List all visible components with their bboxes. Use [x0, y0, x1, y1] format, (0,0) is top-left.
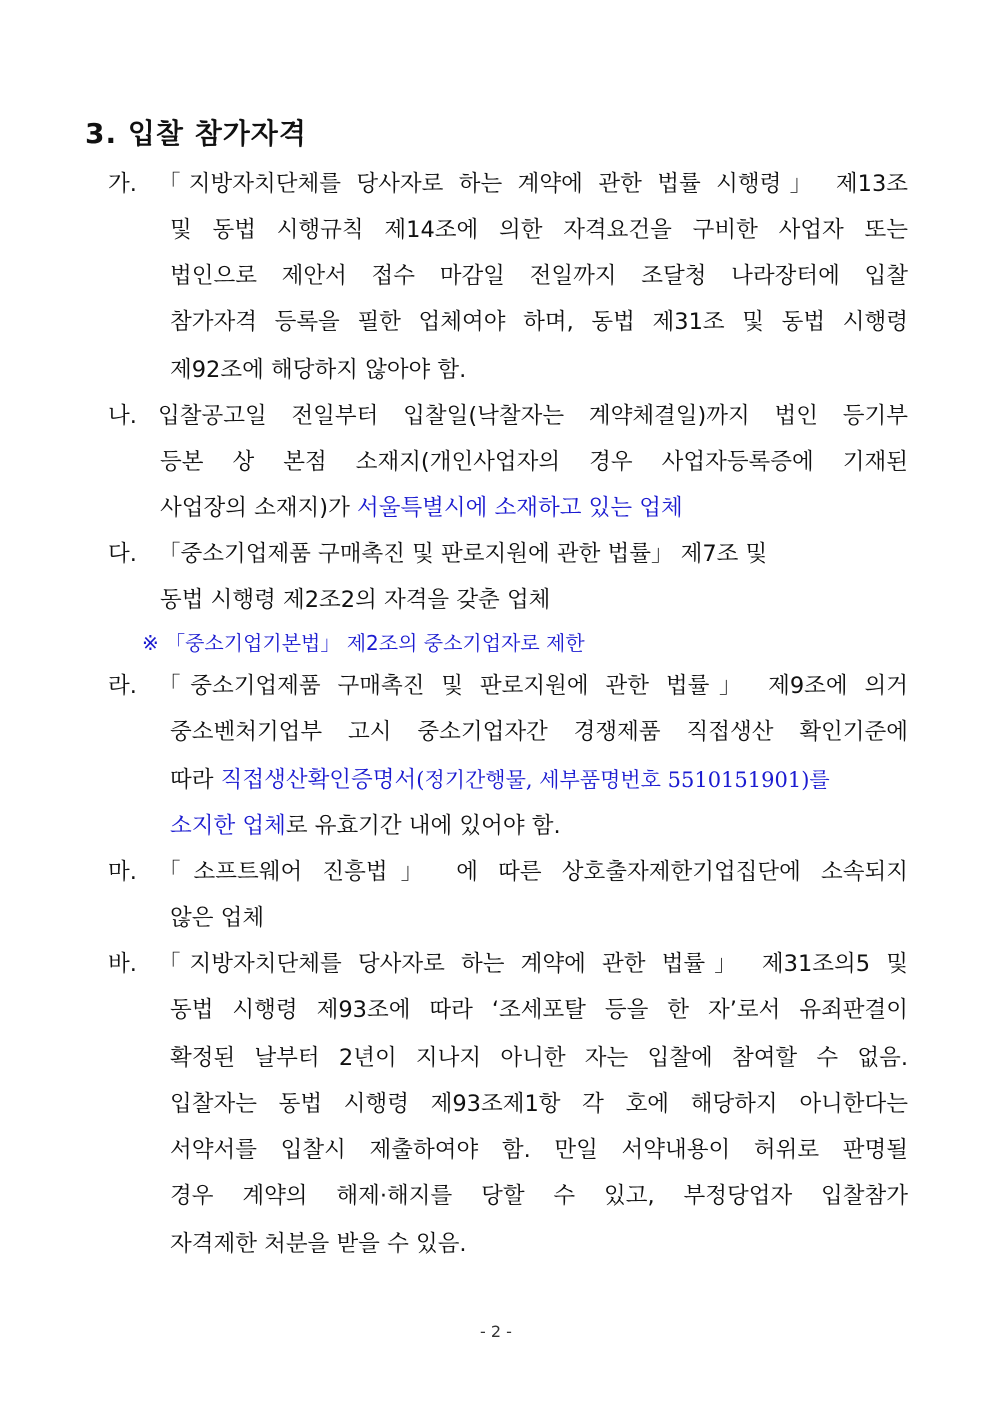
item-marker: 가.: [108, 171, 137, 197]
highlighted-text: 직접생산확인증명서: [220, 767, 417, 793]
item-line: 입찰공고일 전일부터 입찰일(낙찰자는 계약체결일)까지 법인 등기부: [158, 403, 908, 429]
plain-text: 사업장의 소재지)가: [160, 495, 357, 521]
item-line: 「소프트웨어 진흥법」 에 따른 상호출자제한기업집단에 소속되지: [158, 859, 908, 885]
item-line: 서약서를 입찰시 제출하여야 함. 만일 서약내용이 허위로 판명될: [170, 1137, 908, 1163]
item-marker: 나.: [108, 403, 137, 429]
item-line: 등본 상 본점 소재지(개인사업자의 경우 사업자등록증에 기재된: [160, 449, 908, 475]
item-line: 않은 업체: [170, 905, 265, 931]
item-line: 「중소기업제품 구매촉진 및 판로지원에 관한 법률」 제9조에 의거: [158, 673, 908, 699]
item-line: [160, 490, 908, 526]
item-line: 참가자격 등록을 필한 업체여야 하며, 동법 제31조 및 동법 시행령: [170, 309, 908, 335]
highlighted-text: 서울특별시에 소재하고 있는 업체: [356, 495, 683, 521]
page-number: - 2 -: [480, 1322, 512, 1341]
item-line: 「지방자치단체를 당사자로 하는 계약에 관한 법률 시행령」 제13조: [158, 171, 908, 197]
item-line: 동법 시행령 제93조에 따라 ‘조세포탈 등을 한 자’로서 유죄판결이: [170, 997, 908, 1023]
item-line: 중소벤처기업부 고시 중소기업자간 경쟁제품 직접생산 확인기준에: [170, 719, 908, 745]
item-marker: 라.: [108, 673, 137, 699]
item-line: 확정된 날부터 2년이 지나지 아니한 자는 입찰에 참여할 수 없음.: [170, 1045, 908, 1071]
section-title: 3. 입찰 참가자격: [85, 117, 307, 150]
item-line: 제92조에 해당하지 않아야 함.: [170, 357, 467, 383]
item-line: 법인으로 제안서 접수 마감일 전일까지 조달청 나라장터에 입찰: [170, 263, 908, 289]
highlighted-text: (정기간행물, 세부품명번호 5510151901)를: [416, 768, 830, 792]
item-marker: 다.: [108, 541, 137, 567]
item-line: 및 동법 시행규칙 제14조에 의한 자격요건을 구비한 사업자 또는: [170, 217, 908, 243]
item-line: 자격제한 처분을 받을 수 있음.: [170, 1231, 467, 1257]
highlighted-text: 소지한 업체: [170, 813, 286, 839]
item-marker: 바.: [108, 951, 137, 977]
plain-text: 로 유효기간 내에 있어야 함.: [285, 813, 561, 839]
item-line: 「중소기업제품 구매촉진 및 판로지원에 관한 법률」 제7조 및: [158, 541, 768, 567]
item-line: [170, 808, 908, 844]
reference-note: ※ 「중소기업기본법」 제2조의 중소기업자로 제한: [142, 631, 585, 655]
item-marker: 마.: [108, 859, 137, 885]
item-line: 「지방자치단체를 당사자로 하는 계약에 관한 법률」 제31조의5 및: [158, 951, 908, 977]
item-line: 경우 계약의 해제·해지를 당할 수 있고, 부정당업자 입찰참가: [170, 1183, 908, 1209]
item-line: 동법 시행령 제2조2의 자격을 갖춘 업체: [160, 587, 551, 613]
item-line: [170, 762, 908, 798]
item-line: 입찰자는 동법 시행령 제93조제1항 각 호에 해당하지 아니한다는: [170, 1091, 908, 1117]
plain-text: 따라: [170, 767, 221, 793]
